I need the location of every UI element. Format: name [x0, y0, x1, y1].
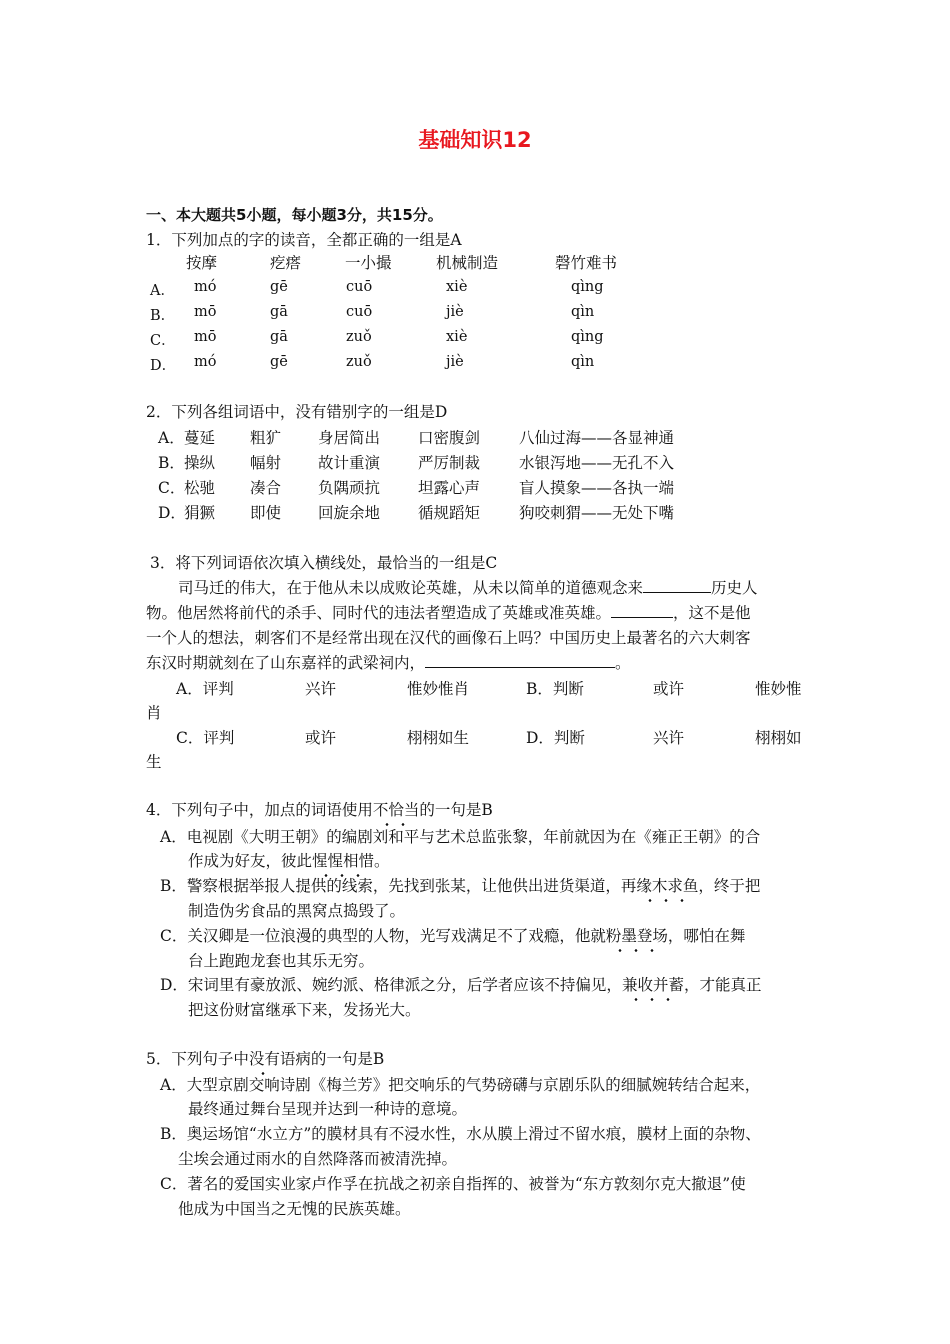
- fill-blank-2: [611, 603, 673, 618]
- q1-row-b-cell: mō: [194, 304, 217, 320]
- q3-option-a-word: 兴许: [305, 680, 337, 698]
- q4-option-a-cont: 作成为好友，彼此惺惺相惜。: [188, 849, 390, 871]
- q3-option-b-word: 或许: [653, 680, 685, 698]
- q1-header-3: 一小撮: [345, 254, 392, 272]
- q3-stem: 3．将下列词语依次填入横线处，最恰当的一组是C: [150, 554, 498, 572]
- q2-row-b-cell: 操纵: [184, 454, 216, 472]
- q3-option-d-wrap: 生: [146, 753, 162, 771]
- q2-row-d-cell: 狷獗: [184, 504, 216, 522]
- q1-row-a-cell: mó: [194, 279, 217, 295]
- q5-option-c-cont: 他成为中国当之无愧的民族英雄。: [178, 1200, 411, 1218]
- q4-option-d-cont: 把这份财富继承下来，发扬光大。: [188, 1001, 421, 1019]
- q1-row-d-cell: jiè: [446, 354, 464, 370]
- q1-row-a-cell: xiè: [446, 279, 468, 295]
- q3-option-d: D．判断: [526, 729, 585, 747]
- q5-stem: 5．下列句子中没有语病的一句是B: [146, 1047, 384, 1069]
- q1-row-c-cell: zuǒ: [346, 329, 372, 345]
- q2-row-b-label: B．: [158, 454, 185, 472]
- q1-stem: 1．下列加点的字的读音，全都正确的一组是A: [146, 231, 462, 249]
- q2-row-a-cell: 八仙过海——各显神通: [519, 429, 675, 447]
- q3-option-d-word: 兴许: [653, 729, 685, 747]
- q2-row-a-cell: 身居简出: [318, 429, 381, 447]
- q2-row-c-cell: 坦露心声: [418, 479, 481, 497]
- q1-row-d-cell: mó: [194, 354, 217, 370]
- q1-row-c-cell: mō: [194, 329, 217, 345]
- emphasis-dots: 没有: [249, 1047, 280, 1069]
- q1-row-a-label: A．: [150, 283, 175, 299]
- section-heading: 一、本大题共5小题，每小题3分，共15分。: [146, 206, 443, 224]
- q2-row-a-cell: 蔓延: [184, 429, 216, 447]
- q1-row-b-label: B．: [150, 308, 176, 324]
- q1-row-a-cell: gē: [270, 279, 288, 295]
- q2-row-d-cell: 循规蹈矩: [418, 504, 481, 522]
- emphasis-dots: 惺惺相惜: [312, 849, 374, 871]
- q5-option-a: A．大型京剧交响诗剧《梅兰芳》把交响乐的气势磅礴与京剧乐队的细腻婉转结合起来，: [160, 1076, 761, 1094]
- q1-row-b-cell: qìn: [571, 304, 595, 320]
- q3-passage-line: 物。他居然将前代的杀手、同时代的违法者塑造成了英雄或准英雄。 ，这不是他: [146, 604, 751, 622]
- q2-row-d-label: D．: [158, 504, 186, 522]
- q1-row-a-cell: qìng: [571, 279, 604, 295]
- q4-option-c: C．关汉卿是一位浪漫的典型的人物，光写戏满足不了戏瘾，他就粉墨登场，哪怕在舞: [160, 924, 745, 946]
- q2-row-b-cell: 严厉制裁: [418, 454, 481, 472]
- q1-row-c-label: C．: [150, 333, 176, 349]
- q1-row-b-cell: cuō: [346, 304, 373, 320]
- emphasis-dots: 兼收并蓄: [622, 973, 684, 995]
- q2-row-a-label: A．: [158, 429, 185, 447]
- emphasis-dots: 不恰当: [373, 798, 420, 820]
- emphasis-dots: 粉墨登场: [606, 924, 668, 946]
- q5-option-a-cont: 最终通过舞台呈现并达到一种诗的意境。: [188, 1100, 468, 1118]
- q3-option-a: A．评判: [176, 680, 234, 698]
- q4-option-b-cont: 制造伪劣食品的黑窝点捣毁了。: [188, 902, 406, 920]
- q1-row-a-cell: cuō: [346, 279, 373, 295]
- q2-row-c-cell: 负隅顽抗: [318, 479, 381, 497]
- q3-option-b: B．判断: [526, 680, 584, 698]
- q2-row-b-cell: 幅射: [250, 454, 282, 472]
- q3-option-c-word: 或许: [305, 729, 337, 747]
- q3-option-a-word: 惟妙惟肖: [407, 680, 470, 698]
- q2-stem: 2．下列各组词语中，没有错别字的一组是D: [146, 403, 448, 421]
- q1-header-2: 疙瘩: [270, 254, 302, 272]
- q2-row-d-cell: 狗咬刺猬——无处下嘴: [519, 504, 675, 522]
- q2-row-c-cell: 松驰: [184, 479, 216, 497]
- q2-row-b-cell: 水银泻地——无孔不入: [519, 454, 675, 472]
- q4-option-a: A．电视剧《大明王朝》的编剧刘和平与艺术总监张黎，年前就因为在《雍正王朝》的合: [160, 828, 761, 846]
- q4-option-b: B．警察根据举报人提供的线索，先找到张某，让他供出进货渠道，再缘木求鱼，终于把: [160, 874, 760, 896]
- q2-row-d-cell: 回旋余地: [318, 504, 381, 522]
- q3-option-c: C．评判: [176, 729, 235, 747]
- q2-row-b-cell: 故计重演: [318, 454, 381, 472]
- q1-row-c-cell: qìng: [571, 329, 604, 345]
- q1-row-b-cell: gā: [270, 304, 288, 320]
- q3-passage-line: 司马迁的伟大，在于他从未以成败论英雄，从未以简单的道德观念来 历史人: [178, 579, 758, 597]
- emphasis-dots: 缘木求鱼: [636, 874, 698, 896]
- q1-row-b-cell: jiè: [446, 304, 464, 320]
- q3-option-b-wrap: 肖: [146, 704, 162, 722]
- q3-passage-line: 东汉时期就刻在了山东嘉祥的武梁祠内， 。: [146, 654, 631, 672]
- q2-row-c-cell: 盲人摸象——各执一端: [519, 479, 675, 497]
- q2-row-a-cell: 口密腹剑: [418, 429, 481, 447]
- q5-option-b-cont: 尘埃会通过雨水的自然降落而被清洗掉。: [178, 1150, 458, 1168]
- page-title: 基础知识12: [418, 128, 532, 152]
- q1-row-c-cell: xiè: [446, 329, 468, 345]
- q1-row-c-cell: gā: [270, 329, 288, 345]
- q3-option-b-word: 惟妙惟: [755, 680, 802, 698]
- q1-row-d-cell: qìn: [571, 354, 595, 370]
- q1-header-5: 磬竹难书: [555, 254, 618, 272]
- q4-stem: 4．下列句子中，加点的词语使用不恰当的一句是B: [146, 798, 493, 820]
- q3-passage-line: 一个人的想法，刺客们不是经常出现在汉代的画像石上吗？中国历史上最著名的六大刺客: [146, 629, 751, 647]
- q1-row-d-cell: gē: [270, 354, 288, 370]
- q3-option-d-word: 栩栩如: [755, 729, 802, 747]
- q2-row-d-cell: 即使: [250, 504, 282, 522]
- q2-row-c-cell: 凑合: [250, 479, 282, 497]
- q4-option-c-cont: 台上跑跑龙套也其乐无穷。: [188, 952, 375, 970]
- q2-row-c-label: C．: [158, 479, 186, 497]
- q5-option-b: B．奥运场馆“水立方”的膜材具有不浸水性，水从膜上滑过不留水痕，膜材上面的杂物、: [160, 1125, 761, 1143]
- q1-header-1: 按摩: [186, 254, 218, 272]
- q5-option-c: C．著名的爱国实业家卢作孚在抗战之初亲自指挥的、被誉为“东方敦刻尔克大撤退”使: [160, 1175, 746, 1193]
- q1-header-4: 机械制造: [436, 254, 499, 272]
- q4-option-d: D．宋词里有豪放派、婉约派、格律派之分，后学者应该不持偏见，兼收并蓄，才能真正: [160, 973, 761, 995]
- fill-blank-1: [643, 578, 711, 593]
- q2-row-a-cell: 粗犷: [250, 429, 282, 447]
- q3-option-c-word: 栩栩如生: [407, 729, 470, 747]
- q1-row-d-label: D．: [150, 358, 177, 374]
- q1-row-d-cell: zuǒ: [346, 354, 372, 370]
- fill-blank-3: [425, 653, 615, 668]
